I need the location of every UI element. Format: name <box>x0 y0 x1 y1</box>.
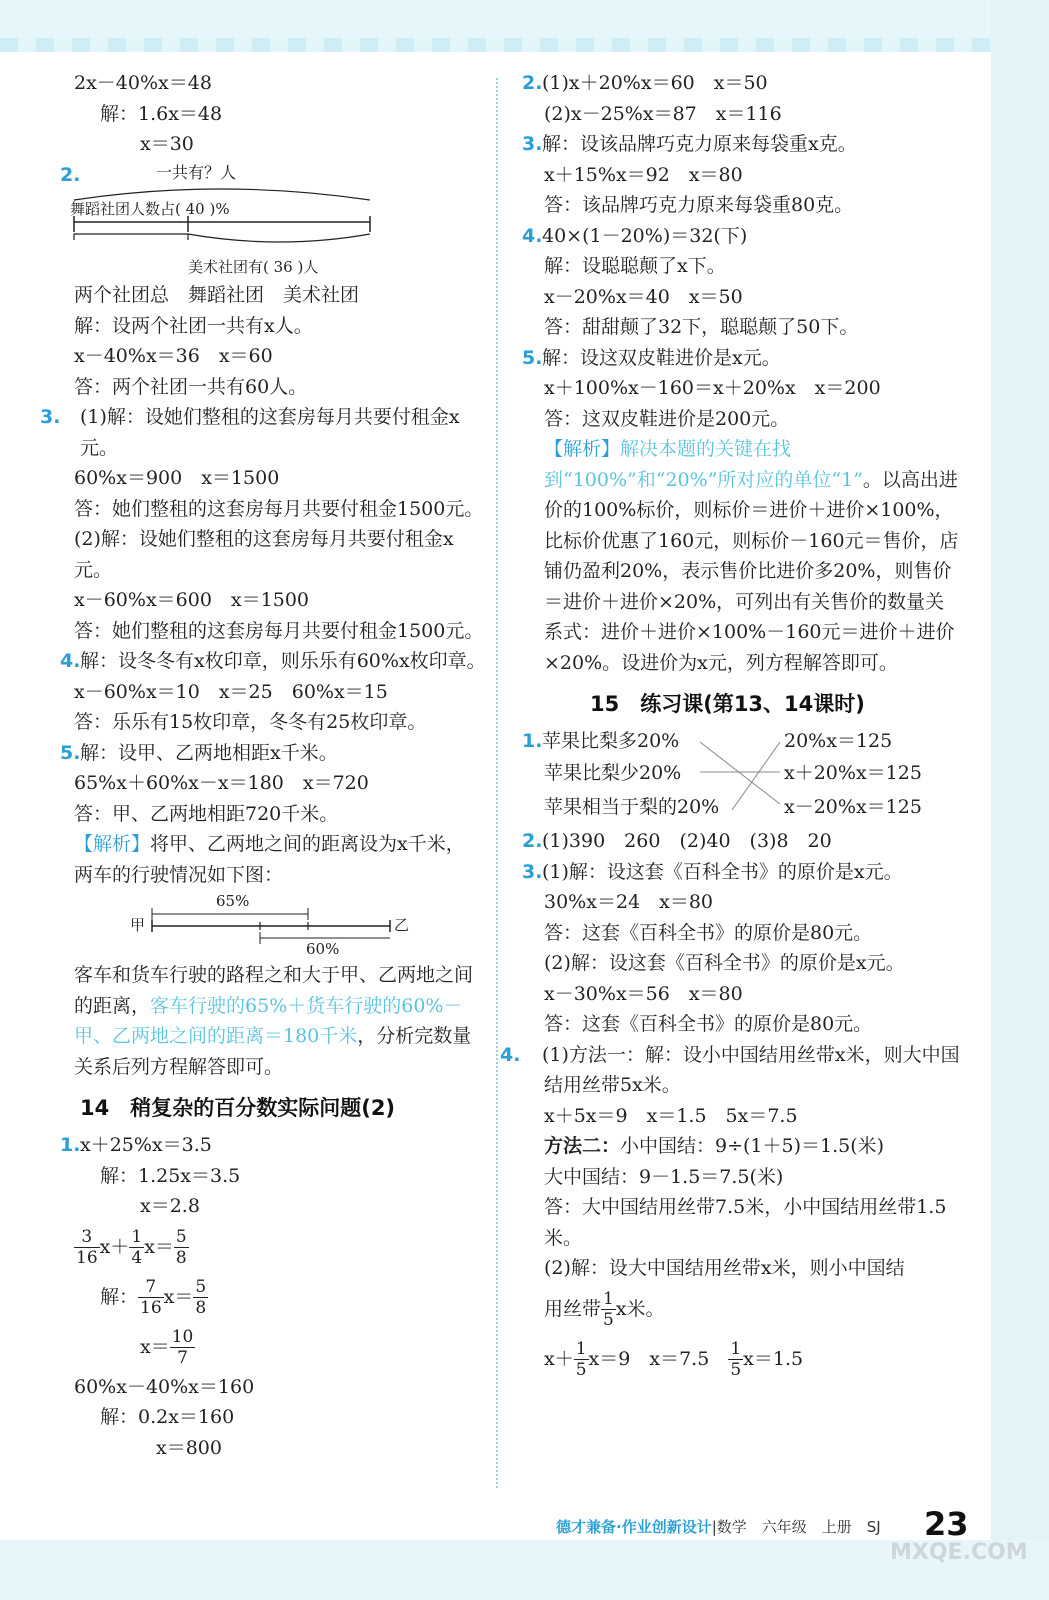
right-decoration-band <box>991 0 1049 1600</box>
answer-line: 答：这双皮鞋进价是200元。 <box>544 407 790 430</box>
line-segment-diagram <box>60 160 480 280</box>
yi-label: 乙 <box>394 916 410 934</box>
answer-line: 答：甜甜颠了32下，聪聪颠了50下。 <box>544 316 859 338</box>
equation-line: 60%x－40%x＝160 <box>74 1375 255 1398</box>
pct60-label: 60% <box>306 940 340 958</box>
matching-exercise: 1.苹果比梨多20% 苹果比梨少20% 苹果相当于梨的20% 20%x＝125 x＋20%x＝125 x－20%x＝125 <box>522 726 962 826</box>
analysis-text: 客车和货车行驶的路程之和大于甲、乙两地之间的距离，客车行驶的65%＋货车行驶的60%－甲、乙两地之间的距离＝180千米，分析完数量关系后列方程解答即可。 <box>74 964 474 1078</box>
diagram-total-label: 一共有？人 <box>156 163 237 182</box>
answer-line: 答：这套《百科全书》的原价是80元。 <box>544 921 873 944</box>
question-3: 3.解：设该品牌巧克力原来每袋重x克。 <box>522 129 962 160</box>
question-number: 4. <box>60 650 81 672</box>
question-number: 3. <box>522 860 543 883</box>
s15-question-4: 4. (1)方法一：解：设小中国结用丝带x米，则大中国结用丝带5x米。 <box>522 1040 962 1101</box>
answer-line: 答：她们整租的这套房每月共要付租金1500元。 <box>74 619 484 642</box>
analysis-tag: 【解析】 <box>544 438 621 460</box>
question-number: 2. <box>60 163 81 186</box>
equation-line: (2)x－25%x＝87 x＝116 <box>544 102 782 125</box>
equation-line: x＝2.8 <box>140 1195 200 1217</box>
question-number: 4. <box>500 1043 521 1066</box>
s15-question-3: 3.(1)解：设这套《百科全书》的原价是x元。 <box>522 857 962 888</box>
equation-line: x＋100%x－160＝x＋20%x x＝200 <box>544 377 881 399</box>
answer-line: 答：这套《百科全书》的原价是80元。 <box>544 1013 873 1035</box>
diagram-art-label: 美术社团有( 36 )人 <box>188 258 319 276</box>
question-4: 4.解：设冬冬有x枚印章，则乐乐有60%x枚印章。 <box>60 646 480 677</box>
equation-line: 60%x＝900 x＝1500 <box>74 467 280 489</box>
s14-question-1: 1.x＋25%x＝3.5 <box>60 1130 480 1161</box>
question-number: 3. <box>522 133 543 155</box>
analysis-tag: 【解析】 <box>74 833 151 855</box>
section-title-15: 15 练习课(第13、14课时) <box>590 692 865 716</box>
equation-line: 65%x＋60%x－x＝180 x＝720 <box>74 772 369 794</box>
fraction-text: 用丝带 $\frac{1}{5}$ x米。 <box>544 1289 665 1330</box>
text-line: (2)解：设这套《百科全书》的原价是x元。 <box>544 952 905 974</box>
equation-line: x－60%x＝600 x＝1500 <box>74 589 309 611</box>
text-line: (2)解：设她们整租的这套房每月共要付租金x元。 <box>74 528 454 581</box>
answer-line: 答：甲、乙两地相距720千米。 <box>74 802 339 825</box>
answer-line: 答：她们整租的这套房每月共要付租金1500元。 <box>74 497 484 520</box>
equation-line: 2x－40%x＝48 <box>74 72 212 94</box>
footer-brand: 德才兼备·作业创新设计 <box>556 1518 712 1536</box>
fraction-equation: $\frac{3}{16}$ x＋ $\frac{1}{4}$ x＝ $\frac{5}{8}$ <box>76 1227 187 1268</box>
question-number: 4. <box>522 224 543 247</box>
left-column <box>40 68 486 1463</box>
question-number: 1. <box>522 730 543 752</box>
method-two: 方法二：小中国结：9÷(1＋5)＝1.5(米) <box>544 1135 885 1157</box>
answer-line: 答：大中国结用丝带7.5米，小中国结用丝带1.5米。 <box>544 1196 947 1249</box>
right-column <box>500 68 962 1384</box>
equation-line: x－20%x＝40 x＝50 <box>544 285 743 308</box>
watermark: MXQE.COM <box>890 1540 1028 1565</box>
question-5: 5.解：设这双皮鞋进价是x元。 <box>522 343 962 374</box>
match-right-item: x＋20%x＝125 <box>784 762 922 784</box>
question-number: 3. <box>40 406 61 428</box>
equation-line: x－40%x＝36 x＝60 <box>74 345 273 367</box>
text-line: 解：设两个社团一共有x人。 <box>74 314 313 337</box>
match-right-item: 20%x＝125 <box>784 730 893 752</box>
question-5: 5.解：设甲、乙两地相距x千米。 <box>60 738 480 769</box>
text-line: (2)解：设大中国结用丝带x米，则小中国结 <box>544 1257 905 1279</box>
question-number: 5. <box>522 346 543 369</box>
page-number: 23 <box>924 1505 969 1543</box>
top-decoration-band <box>0 0 1049 52</box>
equation-line: 解：1.6x＝48 <box>100 102 223 125</box>
distance-diagram <box>60 890 480 960</box>
analysis-text: 【解析】解决本题的关键在找到“100%”和“20%”所对应的单位“1”。以高出进价的100%标价，则标价＝进价＋进价×100%，比标价优惠了160元，则标价－160元＝售价，店铺仍盈利20%，表示售价比进价多20%，则售价＝进价＋进价×20%，可列出有关售价的数量关系式：进价＋进价×100%－160元＝进价＋进价×20%。设进价为x元，列方程解答即可。 <box>544 438 959 674</box>
equation-line: x＝30 <box>140 133 194 155</box>
answer-line: 答：该品牌巧克力原来每袋重80克。 <box>544 194 854 216</box>
fraction-equation: x＝ $\frac{10}{7}$ <box>140 1327 194 1368</box>
equation-line: x＋5x＝9 x＝1.5 5x＝7.5 <box>544 1104 798 1127</box>
question-number: 2. <box>522 830 543 852</box>
question-number: 5. <box>60 741 81 764</box>
equation-line: x＋15%x＝92 x＝80 <box>544 163 743 186</box>
section-title-14: 14 稍复杂的百分数实际问题(2) <box>80 1096 396 1120</box>
question-3: 3. (1)解：设她们整租的这套房每月共要付租金x元。 <box>60 402 480 463</box>
s15-question-2: 2.(1)390 260 (2)40 (3)8 20 <box>522 826 962 857</box>
question-number: 2. <box>522 72 543 94</box>
page-footer: 德才兼备·作业创新设计|数学 六年级 上册 SJ <box>556 1518 881 1536</box>
equation-line: 解：0.2x＝160 <box>100 1406 235 1428</box>
equation-line: 解：1.25x＝3.5 <box>100 1164 241 1187</box>
equation-line: x＝800 <box>156 1436 222 1459</box>
pct65-label: 65% <box>216 892 250 910</box>
answer-line: 答：乐乐有15枚印章，冬冬有25枚印章。 <box>74 711 427 733</box>
question-number: 1. <box>60 1134 81 1156</box>
match-right-item: x－20%x＝125 <box>784 796 922 818</box>
text-line: 解：设聪聪颠了x下。 <box>544 255 726 277</box>
text-line: 大中国结：9－1.5＝7.5(米) <box>544 1165 784 1188</box>
match-left-item: 苹果比梨少20% <box>544 762 682 784</box>
answer-line: 答：两个社团一共有60人。 <box>74 375 308 398</box>
text-line: 两个社团总 舞蹈社团 美术社团 <box>74 284 360 306</box>
equation-line: 30%x＝24 x＝80 <box>544 891 714 913</box>
column-divider <box>496 78 498 1488</box>
match-left-item: 苹果相当于梨的20% <box>544 796 720 818</box>
question-2: 2.(1)x＋20%x＝60 x＝50 <box>522 68 962 99</box>
equation-line: x－60%x＝10 x＝25 60%x＝15 <box>74 680 388 703</box>
distance-diagram-lines <box>130 890 460 960</box>
footer-info: 数学 六年级 上册 SJ <box>716 1518 881 1536</box>
fraction-equation: x＋ $\frac{1}{5}$ x＝9 x＝7.5 $\frac{1}{5}$ x＝1.5 <box>544 1339 804 1380</box>
question-4: 4.40×(1－20%)＝32(下) <box>522 221 962 252</box>
jia-label: 甲 <box>130 916 146 934</box>
analysis-text: 【解析】将甲、乙两地之间的距离设为x千米，两车的行驶情况如下图： <box>74 833 465 886</box>
fraction-equation: 解： $\frac{7}{16}$ x＝ $\frac{5}{8}$ <box>100 1277 207 1318</box>
diagram-dance-label: 舞蹈社团人数占( 40 )% <box>70 200 230 218</box>
equation-line: x－30%x＝56 x＝80 <box>544 982 743 1005</box>
